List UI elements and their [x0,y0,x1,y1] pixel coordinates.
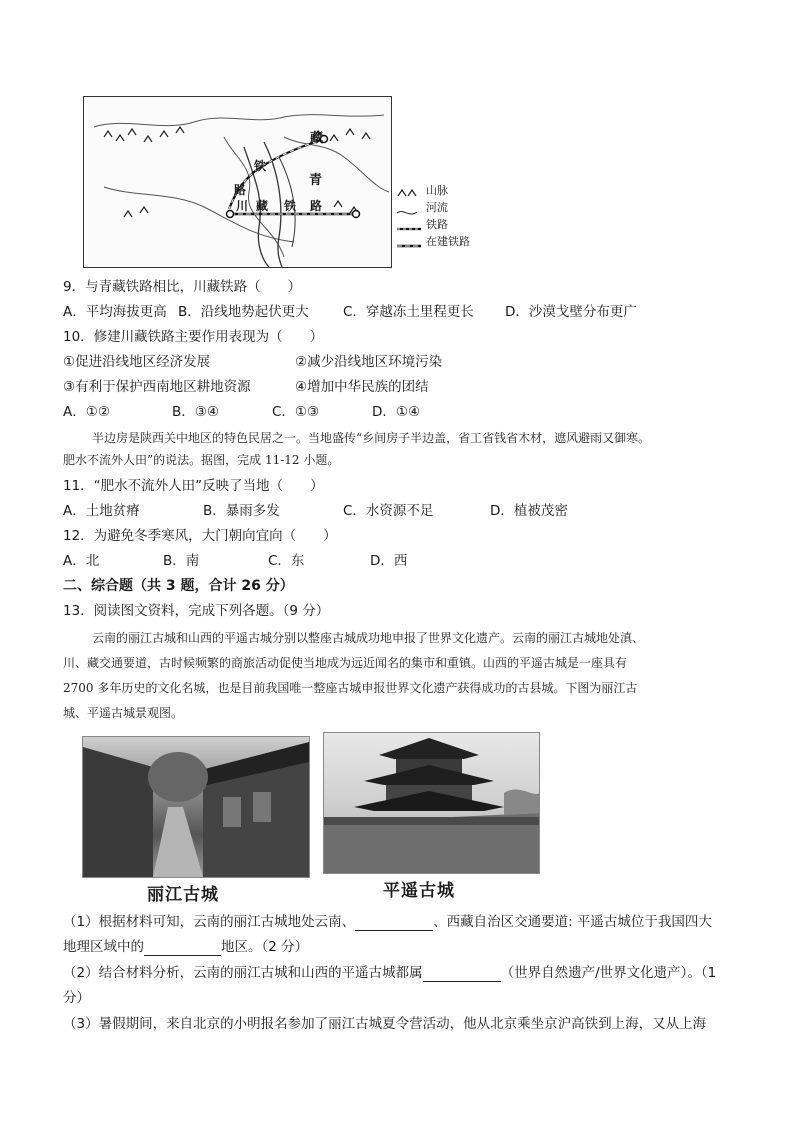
q13-sub1-blank-2[interactable] [144,941,221,956]
q13-sub2-blank[interactable] [423,967,501,982]
q13-passage-line-1: 云南的丽江古城和山西的平遥古城分别以整座古城成功地申报了世界文化遗产。云南的丽江古城地处滇、 [92,631,645,645]
q13-passage-line-4: 城、平遥古城景观图。 [63,706,184,720]
q13-sub2-line-1 [63,964,716,982]
q12-stem: 12．为避免冬季寒风，大门朝向宜向（ ） [63,528,337,544]
q13-sub2-part-b: （世界自然遗产/世界文化遗产）。（1 [500,965,717,981]
map-label-lu2: 路 [310,199,323,213]
legend-mountain: 山脉 [426,184,448,197]
q10-option-b: B．③④ [172,404,219,420]
q13-sub1-line-1 [63,913,712,931]
q9-option-d: D．沙漠戈壁分布更广 [505,304,637,320]
legend-railway: 铁路 [426,218,448,231]
railway-map [83,96,392,268]
q13-sub2-line-2: 分） [63,990,90,1006]
q10-option-c: C．①③ [272,404,320,420]
lijiang-photo-graphic [83,737,309,877]
lijiang-old-town-photo [82,736,310,878]
q13-sub1-part-d: 地区。（2 分） [221,939,309,955]
q12-option-c: C．东 [268,553,305,569]
q12-option-d: D．西 [370,553,408,569]
lijiang-caption: 丽江古城 [147,885,219,905]
q10-item-2: ②减少沿线地区环境污染 [295,354,443,370]
q12-option-a: A．北 [63,553,100,569]
q13-sub1-part-c: 地理区域中的 [63,939,144,955]
map-label-tie1: 铁 [254,159,267,173]
q10-item-3: ③有利于保护西南地区耕地资源 [63,379,251,395]
map-label-qing: 青 [309,173,323,188]
q11-option-c: C．水资源不足 [343,503,434,519]
q13-sub1-part-b: 、西藏自治区交通要道: 平遥古城位于我国四大 [433,914,712,930]
section-2-title: 二、综合题（共 3 题，合计 26 分） [63,578,294,594]
q11-stem: 11．“肥水不流外人田”反映了当地（ ） [63,478,324,494]
q13-sub1-line-2 [63,938,308,956]
q9-option-a: A．平均海拔更高 [63,304,167,320]
q10-stem: 10．修建川藏铁路主要作用表现为（ ） [63,329,324,345]
q9-option-c: C．穿越冻土里程更长 [343,304,474,320]
q9-stem: 9．与青藏铁路相比，川藏铁路（ ） [63,279,302,295]
legend-railway-under-construction: 在建铁路 [426,235,470,248]
passage-11-12-line-1: 半边房是陕西关中地区的特色民居之一。当地盛传“乡间房子半边盖，省工省钱省木材，遮风避雨又御寒。 [92,431,651,445]
q10-option-d: D．①④ [372,404,421,420]
q11-option-b: B．暴雨多发 [203,503,280,519]
q11-option-a: A．土地贫瘠 [63,503,140,519]
q13-passage-line-2: 川、藏交通要道，古时候频繁的商旅活动促使当地成为远近闻名的集市和重镇。山西的平遥古城是一座具有 [63,656,628,670]
q13-sub1-blank-1[interactable] [355,916,433,931]
q13-passage-line-3: 2700 多年历史的文化名城，也是目前我国唯一整座古城申报世界文化遗产获得成功的古县城。下图为丽江古 [63,681,638,695]
map-label-tie2: 铁 [284,199,297,213]
pingyao-old-town-photo [323,732,540,874]
map-label-zang: 藏 [310,131,324,146]
q13-stem: 13．阅读图文资料，完成下列各题。（9 分） [63,603,330,619]
map-label-chuan: 川 [236,199,249,213]
pingyao-photo-graphic [324,733,539,873]
q10-item-1: ①促进沿线地区经济发展 [63,354,211,370]
q13-sub1-part-a: （1）根据材料可知，云南的丽江古城地处云南、 [63,914,356,930]
q9-option-b: B．沿线地势起伏更大 [178,304,309,320]
map-label-lu1: 路 [234,183,247,197]
legend-river: 河流 [426,201,448,214]
legend-symbols [395,184,425,258]
q13-sub3-line-1: （3）暑假期间，来自北京的小明报名参加了丽江古城夏令营活动，他从北京乘坐京沪高铁到上海，又从上海 [63,1016,707,1032]
map-label-zang2: 藏 [256,199,269,213]
q13-sub2-part-a: （2）结合材料分析，云南的丽江古城和山西的平遥古城都属 [63,965,423,981]
q11-option-d: D．植被茂密 [490,503,568,519]
q12-option-b: B．南 [163,553,200,569]
passage-11-12-line-2: 肥水不流外人田”的说法。据图，完成 11-12 小题。 [63,453,340,467]
q10-item-4: ④增加中华民族的团结 [295,379,429,395]
q10-option-a: A．①② [63,404,110,420]
pingyao-caption: 平遥古城 [383,881,455,901]
